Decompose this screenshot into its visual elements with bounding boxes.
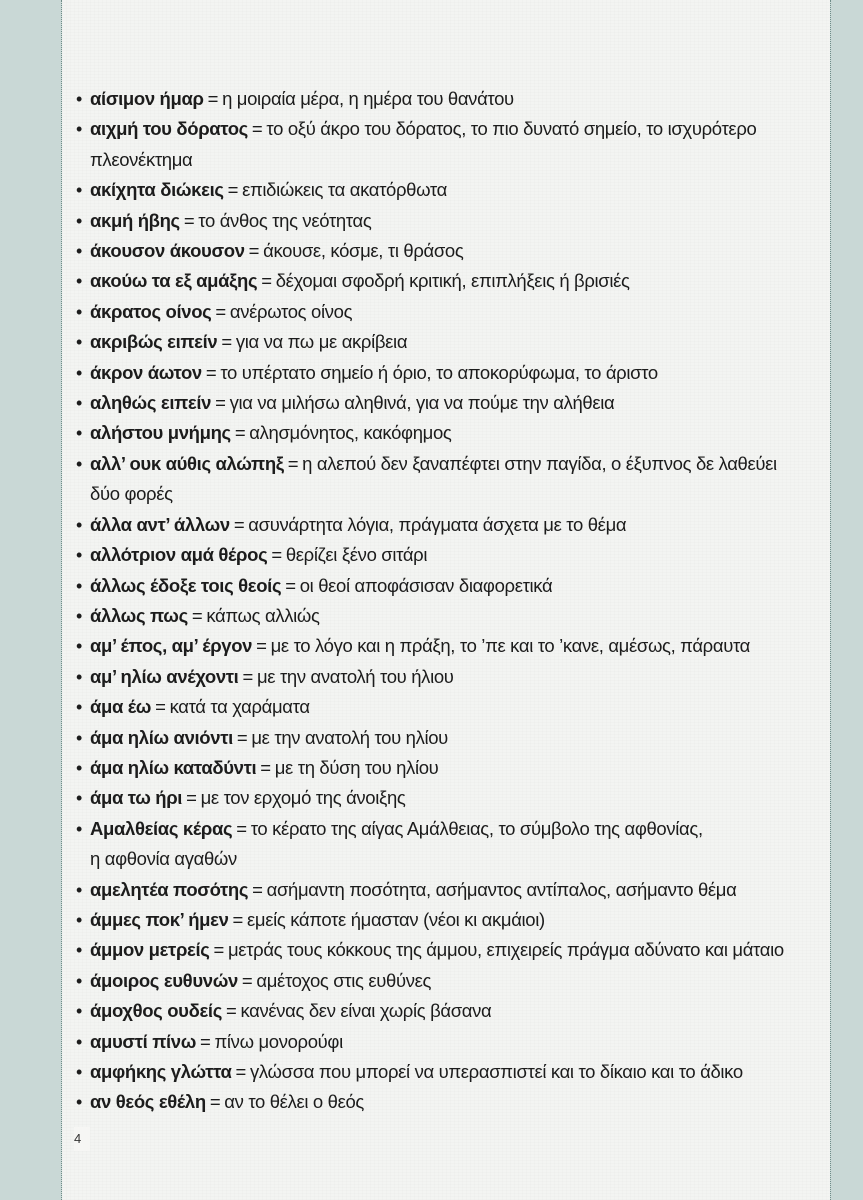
equals-sign: = bbox=[155, 696, 166, 718]
glossary-entry bbox=[76, 905, 826, 935]
left-stitch-border bbox=[61, 0, 62, 1200]
equals-sign: = bbox=[271, 544, 282, 566]
glossary-entry bbox=[76, 753, 826, 783]
entry-definition: ασυνάρτητα λόγια, πράγματα άσχετα με το θέμα bbox=[248, 513, 627, 535]
bullet-icon: • bbox=[76, 1001, 82, 1022]
entry-definition: κανένας δεν είναι χωρίς βάσανα bbox=[240, 1000, 492, 1022]
entry-definition: επιδιώκεις τα ακατόρθωτα bbox=[242, 179, 447, 201]
equals-sign: = bbox=[236, 817, 247, 839]
entry-definition: η μοιραία μέρα, η ημέρα του θανάτου bbox=[222, 88, 514, 109]
entry-term: αμ’ ηλίω ανέχοντι bbox=[90, 665, 239, 687]
entry-term: άλλως έδοξε τοις θεοίς bbox=[90, 574, 282, 596]
entry-term: αμυστί πίνω bbox=[90, 1030, 197, 1052]
bullet-icon: • bbox=[76, 362, 82, 383]
entry-term: άμα ηλίω καταδύντι bbox=[90, 756, 257, 778]
entry-definition: κατά τα χαράματα bbox=[169, 696, 310, 718]
right-stitch-border bbox=[830, 0, 831, 1200]
entry-definition-continuation: η αφθονία αγαθών bbox=[90, 848, 237, 870]
entry-definition: για να μιλήσω αληθινά, για να πούμε την αλήθεια bbox=[229, 392, 615, 414]
glossary-entry bbox=[76, 388, 826, 418]
bullet-icon: • bbox=[76, 453, 82, 474]
bullet-icon: • bbox=[76, 514, 82, 535]
entry-definition-continuation: δύο φορές bbox=[90, 483, 173, 505]
bullet-icon: • bbox=[76, 636, 82, 657]
equals-sign: = bbox=[213, 939, 224, 961]
glossary-entry bbox=[76, 601, 826, 631]
entry-term: ακμή ήβης bbox=[90, 209, 180, 231]
entry-term: άμμες ποκ’ ήμεν bbox=[90, 908, 229, 930]
entry-term: αληθώς ειπείν bbox=[90, 392, 212, 414]
bullet-icon: • bbox=[76, 697, 82, 718]
equals-sign: = bbox=[252, 878, 263, 900]
bullet-icon: • bbox=[76, 89, 82, 109]
entry-term: αιχμή του δόρατος bbox=[90, 118, 248, 140]
bullet-icon: • bbox=[76, 1092, 82, 1113]
entry-term: αλλ’ ουκ αύθις αλώπηξ bbox=[90, 452, 284, 474]
entry-definition: οι θεοί αποφάσισαν διαφορετικά bbox=[299, 574, 553, 596]
glossary-entry bbox=[76, 236, 826, 266]
glossary-entry bbox=[76, 358, 826, 388]
equals-sign: = bbox=[209, 1091, 221, 1113]
glossary-entry bbox=[76, 631, 826, 661]
entry-definition: αλησμόνητος, κακόφημος bbox=[249, 422, 452, 444]
equals-sign: = bbox=[233, 513, 245, 535]
entry-term: άκρατος οίνος bbox=[90, 300, 212, 322]
entry-term: αλήστου μνήμης bbox=[90, 422, 231, 444]
entry-definition: γλώσσα που μπορεί να υπερασπιστεί και το δίκαιο και το άδικο bbox=[250, 1061, 743, 1082]
bullet-icon: • bbox=[76, 393, 82, 414]
glossary-entry bbox=[76, 783, 826, 813]
entry-definition: με την ανατολή του ηλίου bbox=[251, 726, 448, 748]
glossary-list bbox=[76, 84, 826, 1118]
entry-definition: με το λόγο και η πράξη, το ’πε και το ’κανε, αμέσως, πάραυτα bbox=[270, 635, 751, 657]
equals-sign: = bbox=[287, 452, 299, 474]
equals-sign: = bbox=[235, 1061, 247, 1082]
bullet-icon: • bbox=[76, 1031, 82, 1052]
entry-term: άλλως πως bbox=[90, 604, 188, 626]
entry-definition: η αλεπού δεν ξαναπέφτει στην παγίδα, ο έξυπνος δε λαθεύει bbox=[302, 452, 777, 474]
entry-term: αμ’ έπος, αμ’ έργον bbox=[90, 635, 253, 657]
entry-term: Αμαλθείας κέρας bbox=[90, 817, 233, 839]
equals-sign: = bbox=[207, 88, 219, 109]
glossary-entry bbox=[76, 875, 826, 905]
glossary-entry bbox=[76, 84, 826, 114]
entry-term: άμα τω ήρι bbox=[90, 787, 183, 809]
equals-sign: = bbox=[225, 1000, 237, 1022]
entry-definition: θερίζει ξένο σιτάρι bbox=[285, 544, 428, 566]
equals-sign: = bbox=[248, 240, 260, 262]
bullet-icon: • bbox=[76, 575, 82, 596]
bullet-icon: • bbox=[76, 879, 82, 900]
equals-sign: = bbox=[227, 179, 239, 201]
bullet-icon: • bbox=[76, 909, 82, 930]
bullet-icon: • bbox=[76, 727, 82, 748]
bullet-icon: • bbox=[76, 119, 82, 140]
bullet-icon: • bbox=[76, 940, 82, 961]
equals-sign: = bbox=[251, 118, 263, 140]
bullet-icon: • bbox=[76, 423, 82, 444]
bullet-icon: • bbox=[76, 788, 82, 809]
page-number: 4 bbox=[74, 1127, 90, 1151]
equals-sign: = bbox=[256, 635, 267, 657]
bullet-icon: • bbox=[76, 180, 82, 201]
bullet-icon: • bbox=[76, 241, 82, 262]
entry-term: αν θεός εθέλη bbox=[90, 1091, 206, 1113]
entry-term: άμα ηλίω ανιόντι bbox=[90, 726, 233, 748]
glossary-entry bbox=[76, 510, 826, 540]
bullet-icon: • bbox=[76, 970, 82, 991]
entry-definition: το κέρατο της αίγας Αμάλθειας, το σύμβολο της αφθονίας, bbox=[250, 817, 703, 839]
entry-term: άμμον μετρείς bbox=[90, 939, 210, 961]
entry-definition: το άνθος της νεότητας bbox=[198, 209, 372, 231]
glossary-entry bbox=[76, 297, 826, 327]
entry-term: ακούω τα εξ αμάξης bbox=[90, 270, 258, 292]
glossary-entry bbox=[76, 1057, 826, 1087]
glossary-entry bbox=[76, 571, 826, 601]
entry-term: αλλότριον αμά θέρος bbox=[90, 544, 268, 566]
equals-sign: = bbox=[260, 756, 271, 778]
entry-term: ακριβώς ειπείν bbox=[90, 331, 218, 353]
equals-sign: = bbox=[186, 787, 197, 809]
entry-definition-continuation: πλεονέκτημα bbox=[90, 148, 193, 170]
equals-sign: = bbox=[215, 392, 226, 414]
glossary-entry bbox=[76, 175, 826, 205]
entry-term: άμοιρος ευθυνών bbox=[90, 969, 238, 991]
bullet-icon: • bbox=[76, 605, 82, 626]
bullet-icon: • bbox=[76, 332, 82, 353]
equals-sign: = bbox=[191, 604, 203, 626]
glossary-entry bbox=[76, 723, 826, 753]
equals-sign: = bbox=[221, 331, 232, 353]
glossary-entry bbox=[76, 266, 826, 296]
equals-sign: = bbox=[232, 908, 243, 930]
bullet-icon: • bbox=[76, 271, 82, 292]
entry-definition: πίνω μονορούφι bbox=[214, 1030, 343, 1052]
glossary-entry bbox=[76, 935, 826, 965]
entry-definition: άκουσε, κόσμε, τι θράσος bbox=[263, 240, 464, 262]
entry-term: άμοχθος ουδείς bbox=[90, 1000, 222, 1022]
glossary-entry bbox=[76, 418, 826, 448]
equals-sign: = bbox=[241, 969, 253, 991]
bullet-icon: • bbox=[76, 818, 82, 839]
bullet-icon: • bbox=[76, 210, 82, 231]
equals-sign: = bbox=[242, 665, 253, 687]
glossary-entry bbox=[76, 692, 826, 722]
equals-sign: = bbox=[205, 361, 217, 383]
entry-term: άκουσον άκουσον bbox=[90, 240, 245, 262]
entry-definition: αν το θέλει ο θεός bbox=[224, 1091, 364, 1113]
entry-definition: με την ανατολή του ήλιου bbox=[256, 665, 454, 687]
entry-term: άλλα αντ’ άλλων bbox=[90, 513, 230, 535]
entry-definition: ασήμαντη ποσότητα, ασήμαντος αντίπαλος, ασήμαντο θέμα bbox=[266, 878, 737, 900]
bullet-icon: • bbox=[76, 545, 82, 566]
glossary-entry bbox=[76, 662, 826, 692]
entry-definition: κάπως αλλιώς bbox=[206, 604, 320, 626]
entry-term: αμφήκης γλώττα bbox=[90, 1061, 232, 1082]
glossary-entry bbox=[76, 114, 826, 175]
equals-sign: = bbox=[183, 209, 195, 231]
entry-term: άμα έω bbox=[90, 696, 152, 718]
equals-sign: = bbox=[234, 422, 246, 444]
entry-term: αμελητέα ποσότης bbox=[90, 878, 249, 900]
equals-sign: = bbox=[285, 574, 296, 596]
glossary-entry bbox=[76, 1027, 826, 1057]
equals-sign: = bbox=[236, 726, 248, 748]
glossary-entry bbox=[76, 814, 826, 875]
equals-sign: = bbox=[200, 1030, 211, 1052]
entry-definition: αμέτοχος στις ευθύνες bbox=[256, 969, 432, 991]
glossary-entry bbox=[76, 206, 826, 236]
entry-definition: ανέρωτος οίνος bbox=[229, 300, 353, 322]
entry-definition: μετράς τους κόκκους της άμμου, επιχειρείς πράγμα αδύνατο και μάταιο bbox=[228, 939, 784, 961]
glossary-entry bbox=[76, 540, 826, 570]
entry-definition: το υπέρτατο σημείο ή όριο, το αποκορύφωμα, το άριστο bbox=[220, 361, 658, 383]
bullet-icon: • bbox=[76, 757, 82, 778]
glossary-entry bbox=[76, 966, 826, 996]
bullet-icon: • bbox=[76, 666, 82, 687]
entry-term: ακίχητα διώκεις bbox=[90, 179, 224, 201]
bullet-icon: • bbox=[76, 1062, 82, 1082]
bullet-icon: • bbox=[76, 301, 82, 322]
entry-definition: με τον ερχομό της άνοιξης bbox=[200, 787, 406, 809]
glossary-entry bbox=[76, 996, 826, 1026]
glossary-entry bbox=[76, 327, 826, 357]
entry-definition: το οξύ άκρο του δόρατος, το πιο δυνατό σημείο, το ισχυρότερο bbox=[266, 118, 757, 140]
entry-term: άκρον άωτον bbox=[90, 361, 202, 383]
entry-definition: εμείς κάποτε ήμασταν (νέοι κι ακμάιοι) bbox=[246, 908, 545, 930]
glossary-entry bbox=[76, 1087, 826, 1117]
entry-term: αίσιμον ήμαρ bbox=[90, 88, 204, 109]
entry-definition: για να πω με ακρίβεια bbox=[235, 331, 408, 353]
entry-definition: με τη δύση του ηλίου bbox=[274, 756, 439, 778]
entry-definition: δέχομαι σφοδρή κριτική, επιπλήξεις ή βρισιές bbox=[275, 270, 630, 292]
glossary-entry bbox=[76, 449, 826, 510]
equals-sign: = bbox=[215, 300, 226, 322]
equals-sign: = bbox=[261, 270, 272, 292]
